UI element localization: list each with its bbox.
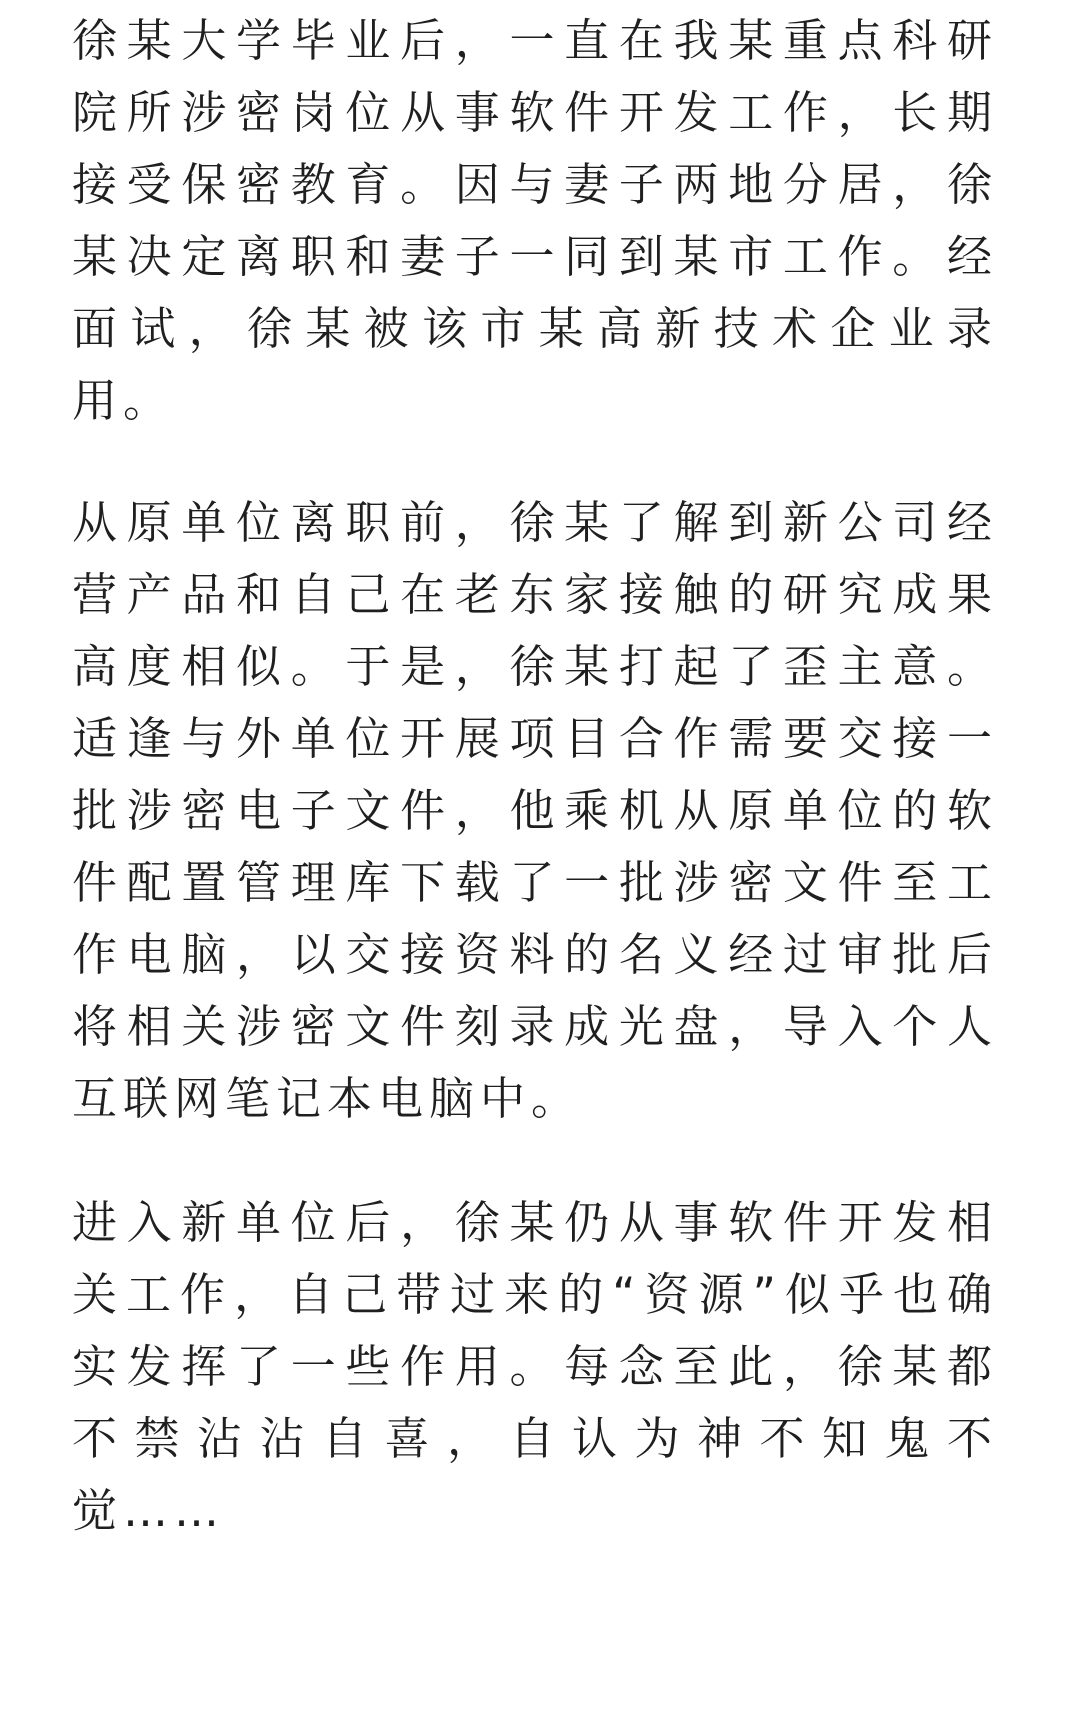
text-line: 互联网笔记本电脑中。: [72, 1072, 583, 1125]
text-line: 进入新单位后，徐某仍从事软件开发相: [72, 1196, 992, 1249]
text-line: 徐某大学毕业后，一直在我某重点科研: [72, 14, 992, 67]
text-line: 作电脑，以交接资料的名义经过审批后: [72, 928, 992, 981]
paragraph-3: [72, 1187, 992, 1547]
text-line: 面试，徐某被该市某高新技术企业录: [72, 302, 992, 355]
text-line: 件配置管理库下载了一批涉密文件至工: [72, 856, 992, 909]
text-line: 从原单位离职前，徐某了解到新公司经: [72, 496, 992, 549]
text-line: 高度相似。于是，徐某打起了歪主意。: [72, 640, 992, 693]
text-line: 用。: [72, 374, 175, 427]
text-line: 接受保密教育。因与妻子两地分居，徐: [72, 158, 992, 211]
text-line: 将相关涉密文件刻录成光盘，导入个人: [72, 1000, 992, 1053]
text-line: 营产品和自己在老东家接触的研究成果: [72, 568, 992, 621]
paragraph-2: [72, 487, 992, 1135]
text-line: 某决定离职和妻子一同到某市工作。经: [72, 230, 992, 283]
text-line: 关工作，自己带过来的“资源”似乎也确: [72, 1268, 992, 1321]
paragraph-1: [72, 5, 992, 437]
text-line: 适逢与外单位开展项目合作需要交接一: [72, 712, 992, 765]
text-line: 觉……: [72, 1484, 226, 1537]
text-line: 院所涉密岗位从事软件开发工作，长期: [72, 86, 992, 139]
text-line: 批涉密电子文件，他乘机从原单位的软: [72, 784, 992, 837]
text-line: 不禁沾沾自喜，自认为神不知鬼不: [72, 1412, 992, 1465]
text-line: 实发挥了一些作用。每念至此，徐某都: [72, 1340, 992, 1393]
